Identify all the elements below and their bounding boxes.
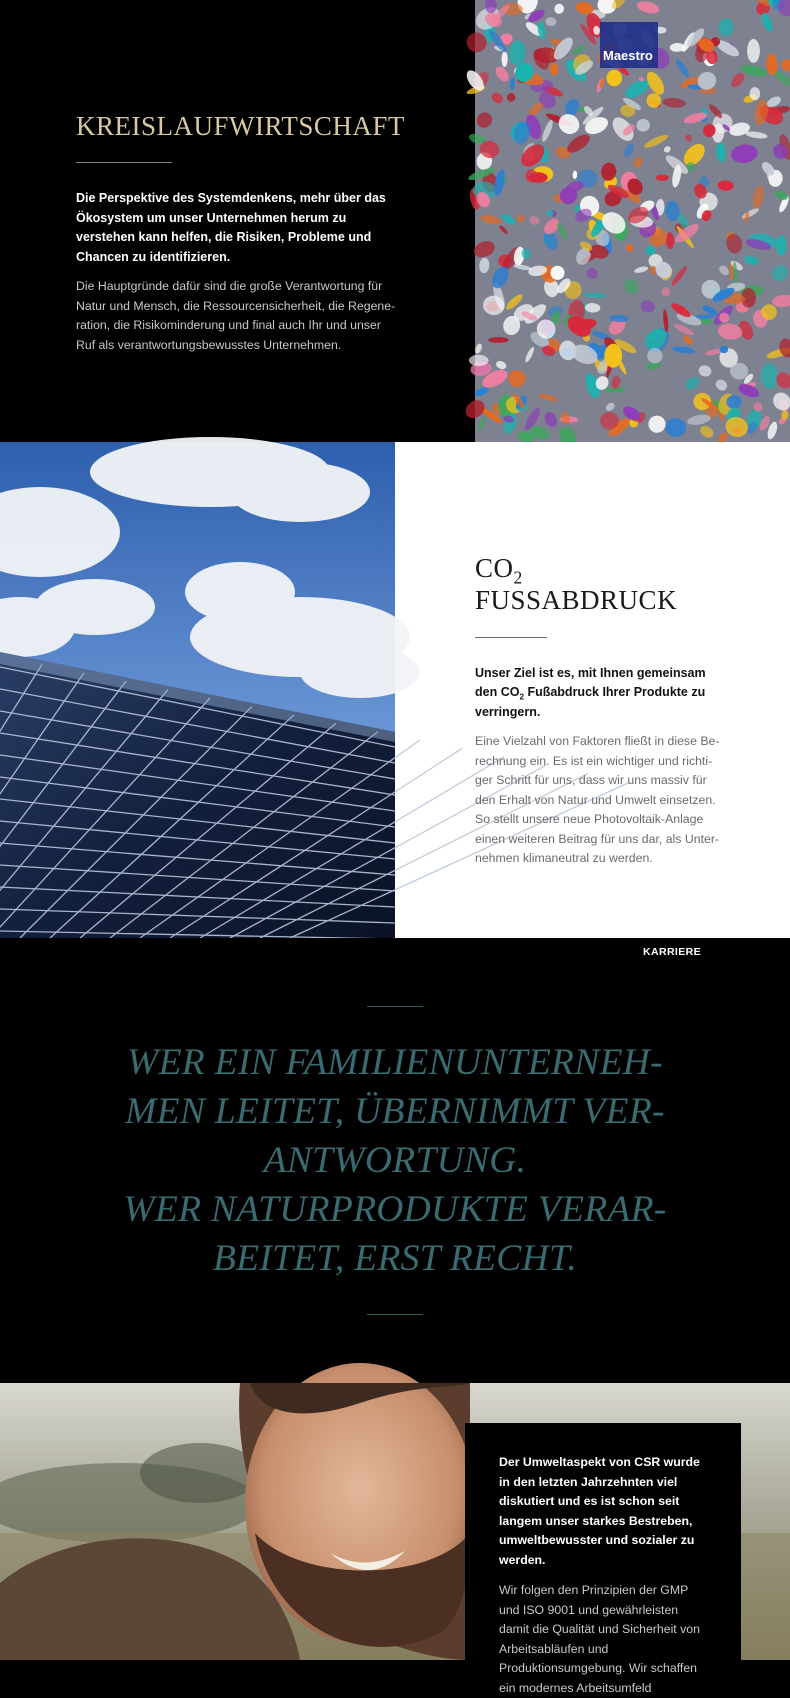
plastic-waste-illustration [475, 0, 790, 442]
co2-text [475, 552, 720, 869]
co2-lead-post: Fußabdruck Ihrer Produkte zu verringern. [475, 685, 706, 719]
csr-section [0, 1383, 790, 1695]
quote-line: MEN LEITET, ÜBERNIMMT VER- [125, 1091, 665, 1132]
co2-lead-pre: Unser Ziel ist es, mit Ihnen gemeinsam den CO [475, 665, 706, 700]
co2-heading-sub: 2 [513, 567, 523, 588]
quote-line: BEITET, ERST RECHT. [212, 1238, 578, 1279]
csr-lead: Der Umweltaspekt von CSR wurde in den letzten Jahrzehnten viel diskutiert und es ist schon seit langem unser starkes Bestreben, umweltbewusster und sozialer zu werden. [499, 1455, 700, 1567]
kreislauf-heading: KREISLAUFWIRTSCHAFT [76, 111, 405, 141]
solar-panel-image [0, 442, 395, 938]
kreislauf-text [76, 110, 405, 355]
quote-line: WER NATURPRODUKTE VERAR- [123, 1189, 667, 1230]
svg-text:Maestro: Maestro [603, 48, 653, 63]
quote-section [0, 938, 790, 1383]
heading-divider [475, 637, 547, 638]
csr-body: Wir folgen den Prinzipien der GMP und ISO 9001 und gewährleisten damit die Qualität und Sicherheit von Arbeitsabläufen und Produktionsumgebung. Wir schaffen ein modernes Arbeitsumfeld [499, 1583, 700, 1695]
kreislauf-lead: Die Perspektive des Systemdenkens, mehr über das Ökosystem um unser Unternehmen herum zu verstehen kann helfen, die Risiken, Probleme und Chancen zu identifizieren. [76, 191, 386, 264]
csr-card [465, 1423, 741, 1695]
co2-heading [475, 552, 720, 617]
co2-lead-sub: 2 [519, 692, 524, 702]
co2-section [0, 442, 790, 938]
plastic-waste-image [475, 0, 790, 442]
co2-body: Eine Vielzahl von Faktoren fließt in diese Berechnung ein. Es ist ein wichtiger und richtiger Schritt für uns, dass wir uns massiv für den Erhalt von Natur und Umwelt einsetzen. So stellt unsere neue Photovoltaik-Anlage einen weiteren Beitrag für uns dar, als Unternehmen klimaneutral zu werden. [475, 734, 720, 866]
co2-lead [475, 664, 720, 723]
co2-heading-pre: CO [475, 553, 514, 583]
kreislauf-section [0, 0, 790, 442]
quote-line: ANTWORTUNG. [263, 1140, 527, 1181]
quote-text [100, 1038, 690, 1283]
quote-top-divider [367, 1006, 423, 1007]
co2-heading-post: FUSSABDRUCK [475, 585, 678, 616]
karriere-link[interactable]: KARRIERE [643, 946, 702, 958]
solar-panel-illustration [0, 442, 395, 938]
kreislauf-body: Die Hauptgründe dafür sind die große Verantwortung für Natur und Mensch, die Ressourcensicherheit, die Regeneration, die Risikominderung und final auch Ihr und unser Ruf als verantwortungsbewusstes Unternehmen. [76, 279, 396, 352]
heading-divider [76, 162, 172, 163]
quote-bottom-divider [367, 1314, 423, 1315]
quote-line: WER EIN FAMILIENUNTERNEH- [127, 1042, 663, 1083]
